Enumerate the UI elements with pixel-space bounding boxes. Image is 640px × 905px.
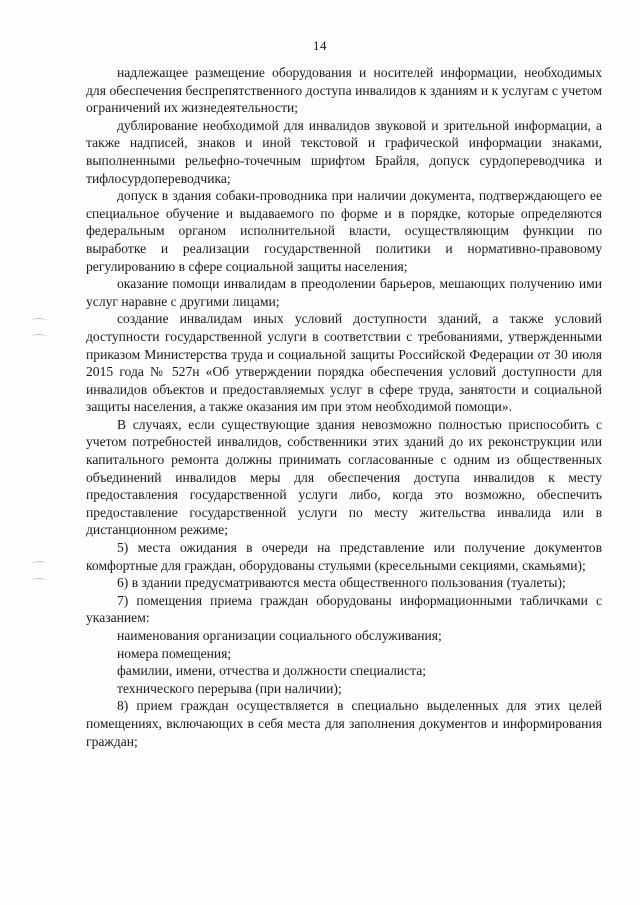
- paragraph: надлежащее размещение оборудования и носителей информации, необходимых для обеспечения беспрепятственного доступа инвалидов к зданиям и к услугам с учетом ограничений их жизнедеятельности;: [86, 65, 602, 116]
- paragraph: 5) места ожидания в очереди на представление или получение документов комфортные для граждан, оборудованы стульями (кресельными секциями, скамьями);: [86, 540, 602, 573]
- scan-artifact-mark: [32, 334, 46, 339]
- paragraph: оказание помощи инвалидам в преодолении барьеров, мешающих получению ими услуг наравне с другими лицами;: [86, 276, 602, 309]
- paragraph: 6) в здании предусматриваются места общественного пользования (туалеты);: [117, 575, 566, 591]
- paragraph: В случаях, если существующие здания невозможно полностью приспособить с учетом потребностей инвалидов, собственники этих зданий до их реконструкции или капитального ремонта должны принимать согласованные с одним из общественных объединений инвалидов меры для обеспечения доступа инвалидов к месту предоставления государственной услуги либо, когда это возможно, обеспечить предоставление государственной услуги по месту жительства инвалида или в дистанционном режиме;: [86, 416, 602, 538]
- list-item: технического перерыва (при наличии);: [117, 680, 342, 696]
- list-item: фамилии, имени, отчества и должности специалиста;: [117, 663, 427, 679]
- scan-artifact-mark: [32, 561, 46, 566]
- list-item: наименования организации социального обслуживания;: [117, 628, 442, 643]
- page-number: 14: [313, 38, 327, 53]
- scan-artifact-mark: [32, 318, 46, 323]
- paragraph: 8) прием граждан осуществляется в специально выделенных для этих целей помещениях, включающих в себя места для заполнения документов и информирования граждан;: [86, 698, 602, 749]
- paragraph: создание инвалидам иных условий доступности зданий, а также условий доступности государственной услуги в соответствии с требованиями, утвержденными приказом Министерства труда и социальной защиты Российской Федерации от 30 июля 2015 года № 527н «Об утверждении порядка обеспечения условий доступности для инвалидов объектов и предоставляемых услуг в сфере труда, занятости и социальной защиты населения, а также оказания им при этом необходимой помощи».: [86, 311, 602, 415]
- paragraph: 7) помещения приема граждан оборудованы информационными табличками с указанием:: [86, 592, 602, 626]
- paragraph: дублирование необходимой для инвалидов звуковой и зрительной информации, а также надписей, знаков и иной текстовой и графической информации знаками, выполненными рельефно-точечным шрифтом Брайля, допуск сурдопереводчика и тифлосурдопереводчика;: [86, 117, 602, 186]
- scan-artifact-mark: [32, 578, 46, 583]
- paragraph: допуск в здания собаки-проводника при наличии документа, подтверждающего ее специальное обучение и выдаваемого по форме и в порядке, которые определяются федеральным органом исполнительной власти, осуществляющим функции по выработке и реализации государственной политики и нормативно-правовому регулированию в сфере социальной защиты населения;: [86, 188, 602, 274]
- document-body: [86, 64, 602, 750]
- list-item: номера помещения;: [117, 645, 232, 661]
